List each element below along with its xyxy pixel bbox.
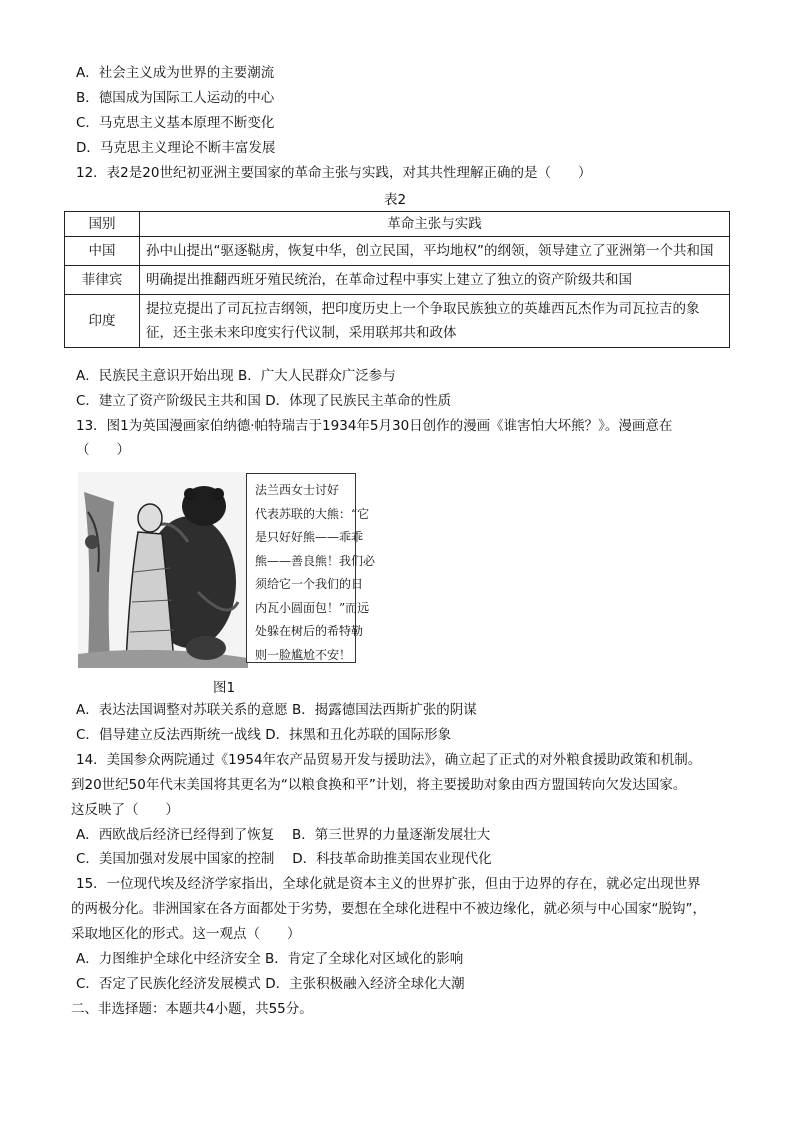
table-row	[65, 295, 730, 348]
q14-options-cd: C．美国加强对发展中国家的控制 D．科技革命助推美国农业现代化	[76, 851, 492, 867]
bubble-line: 处躲在树后的希特勒	[255, 624, 364, 638]
bubble-line: 熊——善良熊！我们必	[255, 553, 376, 568]
figure-caption: 图1	[213, 680, 236, 696]
header-country: 国别	[65, 212, 140, 237]
row-country: 菲律宾	[65, 266, 140, 295]
cartoon-speech-box	[246, 473, 376, 663]
q13-options-cd: C．倡导建立反法西斯统一战线 D．抹黑和丑化苏联的国际形象	[76, 727, 452, 743]
row-country: 印度	[65, 295, 140, 348]
row-text: 明确提出推翻西班牙殖民统治，在革命过程中事实上建立了独立的资产阶级共和国	[140, 266, 730, 295]
q12-stem: 12．表2是20世纪初亚洲主要国家的革命主张与实践，对其共性理解正确的是（ ）	[76, 165, 592, 181]
q14-stem-line: 到20世纪50年代末美国将其更名为“以粮食换和平”计划，将主要援助对象由西方盟国转向欠发达国家。	[71, 777, 687, 793]
q15-stem-line: 的两极分化。非洲国家在各方面都处于劣势，要想在全球化进程中不被边缘化，就必须与中心国家“脱钩”，	[71, 901, 706, 917]
q14-options-ab: A．西欧战后经济已经得到了恢复 B．第三世界的力量逐渐发展壮大	[76, 827, 491, 843]
q12-options-cd: C．建立了资产阶级民主共和国 D．体现了民族民主革命的性质	[76, 393, 452, 409]
header-practice: 革命主张与实践	[140, 212, 730, 237]
bubble-line: 内瓦小圆面包！”而远	[255, 600, 370, 615]
q11-option-b: B．德国成为国际工人运动的中心	[76, 90, 275, 106]
q15-options-ab: A．力图维护全球化中经济安全 B．肯定了全球化对区域化的影响	[76, 951, 464, 967]
row-country: 中国	[65, 237, 140, 266]
q15-stem-line: 15．一位现代埃及经济学家指出，全球化就是资本主义的世界扩张，但由于边界的存在，就必定出现世界	[76, 876, 701, 892]
bubble-line: 是只好好熊——乖乖	[255, 530, 364, 544]
section-heading: 二、非选择题：本题共4小题，共55分。	[71, 1001, 313, 1017]
bubble-line: 法兰西女士讨好	[255, 483, 340, 497]
q12-options-ab: A．民族民主意识开始出现 B．广大人民群众广泛参与	[76, 368, 396, 384]
q11-option-c: C．马克思主义基本原理不断变化	[76, 115, 275, 131]
row-text: 提拉克提出了司瓦拉吉纲领，把印度历史上一个争取民族独立的英雄西瓦杰作为司瓦拉吉的象征，还主张未来印度实行代议制，采用联邦共和政体	[140, 295, 730, 348]
table-caption: 表2	[384, 192, 407, 208]
q13-stem-paren: （ ）	[76, 442, 130, 458]
table-header-row	[65, 212, 730, 237]
table-2	[64, 211, 730, 348]
table-row	[65, 266, 730, 295]
bubble-line: 则一脸尴尬不安！	[255, 647, 352, 662]
bubble-line: 须给它一个我们的日	[255, 577, 364, 591]
q13-options-ab: A．表达法国调整对苏联关系的意愿 B．揭露德国法西斯扩张的阴谋	[76, 702, 477, 718]
q11-option-a: A．社会主义成为世界的主要潮流	[76, 65, 275, 81]
q14-stem-line: 14．美国参众两院通过《1954年农产品贸易开发与援助法》，确立起了正式的对外粮食援助政策和机制。	[76, 752, 702, 768]
table-row	[65, 237, 730, 266]
row-text: 孙中山提出“驱逐鞑虏，恢复中华，创立民国，平均地权”的纲领，领导建立了亚洲第一个共和国	[140, 237, 730, 266]
q15-options-cd: C．否定了民族化经济发展模式 D．主张积极融入经济全球化大潮	[76, 976, 465, 992]
q14-stem-line: 这反映了（ ）	[71, 802, 179, 818]
q11-option-d: D．马克思主义理论不断丰富发展	[76, 140, 276, 156]
q15-stem-line: 采取地区化的形式。这一观点（ ）	[71, 926, 301, 942]
q13-stem: 13．图1为英国漫画家伯纳德·帕特瑞吉于1934年5月30日创作的漫画《谁害怕大坏熊？》。漫画意在	[76, 418, 673, 434]
bubble-line: 代表苏联的大熊：“它	[255, 506, 370, 521]
